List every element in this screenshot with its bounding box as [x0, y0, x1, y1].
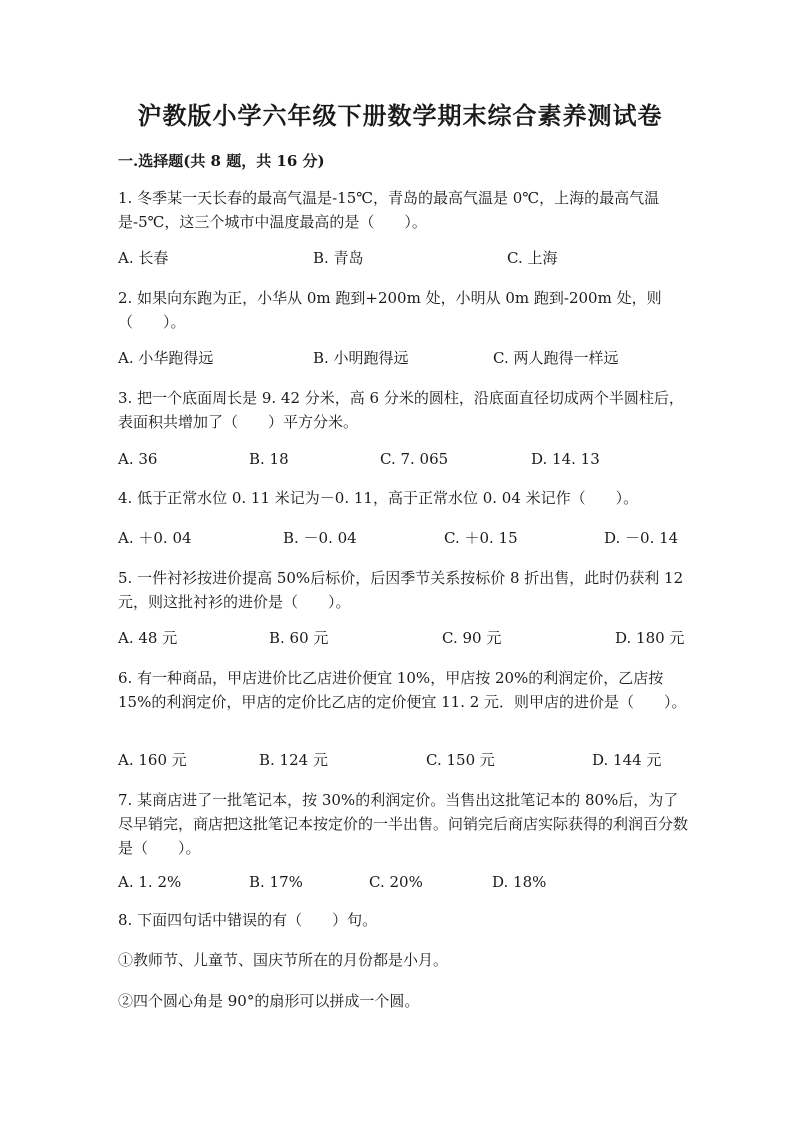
option-d: D. 180 元 — [615, 629, 685, 647]
statement-2: ②四个圆心角是 90°的扇形可以拼成一个圆。 — [118, 992, 420, 1010]
option-c: C. ＋0. 15 — [444, 529, 518, 547]
question-7-options — [118, 870, 698, 894]
option-a: A. 36 — [118, 450, 158, 468]
option-b: B. 17% — [249, 873, 303, 891]
option-a: A. 长春 — [118, 249, 169, 267]
question-6-options — [118, 748, 698, 772]
option-a: A. 160 元 — [118, 751, 187, 769]
option-b: B. －0. 04 — [283, 529, 357, 547]
option-c: C. 20% — [369, 873, 423, 891]
question-8: 8. 下面四句话中错误的有（ ）句。 — [118, 911, 378, 929]
question-2: 2. 如果向东跑为正，小华从 0m 跑到+200m 处，小明从 0m 跑到-200m 处，则（ ）。 — [118, 289, 662, 331]
option-a: A. ＋0. 04 — [118, 529, 192, 547]
option-c: C. 上海 — [507, 249, 558, 267]
question-3-options — [118, 447, 698, 471]
option-c: C. 两人跑得一样远 — [493, 349, 619, 367]
option-b: B. 小明跑得远 — [313, 349, 409, 367]
option-c: C. 7. 065 — [380, 450, 449, 468]
option-d: D. 14. 13 — [531, 450, 600, 468]
question-2-options — [118, 346, 698, 370]
option-d: D. 18% — [492, 873, 547, 891]
question-1-options — [118, 246, 698, 270]
option-d: D. －0. 14 — [604, 529, 679, 547]
page-title: 沪教版小学六年级下册数学期末综合素养测试卷 — [137, 101, 663, 130]
question-6: 6. 有一种商品，甲店进价比乙店进价便宜 10%，甲店按 20%的利润定价，乙店按 15%的利润定价，甲店的定价比乙店的定价便宜 11. 2 元．则甲店的进价是（ ）。 — [118, 669, 687, 711]
option-a: A. 1. 2% — [118, 873, 182, 891]
option-a: A. 48 元 — [118, 629, 178, 647]
option-a: A. 小华跑得远 — [118, 349, 214, 367]
option-b: B. 124 元 — [259, 751, 328, 769]
option-b: B. 青岛 — [313, 249, 364, 267]
option-d: D. 144 元 — [592, 751, 662, 769]
section-heading: 一.选择题(共 8 题，共 16 分) — [118, 152, 325, 170]
statement-1: ①教师节、儿童节、国庆节所在的月份都是小月。 — [118, 951, 449, 969]
question-1: 1. 冬季某一天长春的最高气温是-15℃，青岛的最高气温是 0℃，上海的最高气温是-5℃，这三个城市中温度最高的是（ ）。 — [118, 189, 660, 231]
question-5: 5. 一件衬衫按进价提高 50%后标价，后因季节关系按标价 8 折出售，此时仍获利 12 元，则这批衬衫的进价是（ ）。 — [118, 569, 684, 611]
option-c: C. 150 元 — [426, 751, 495, 769]
question-4-options — [118, 526, 698, 550]
option-b: B. 18 — [249, 450, 289, 468]
question-3: 3. 把一个底面周长是 9. 42 分米，高 6 分米的圆柱，沿底面直径切成两个半圆柱后，表面积共增加了（ ）平方分米。 — [118, 389, 684, 431]
question-5-options — [118, 626, 698, 650]
option-b: B. 60 元 — [269, 629, 329, 647]
question-7: 7. 某商店进了一批笔记本，按 30%的利润定价。当售出这批笔记本的 80%后，为了尽早销完，商店把这批笔记本按定价的一半出售。问销完后商店实际获得的利润百分数是（ ）。 — [118, 791, 689, 857]
question-4: 4. 低于正常水位 0. 11 米记为－0. 11，高于正常水位 0. 04 米记作（ ）。 — [118, 489, 639, 507]
option-c: C. 90 元 — [442, 629, 502, 647]
